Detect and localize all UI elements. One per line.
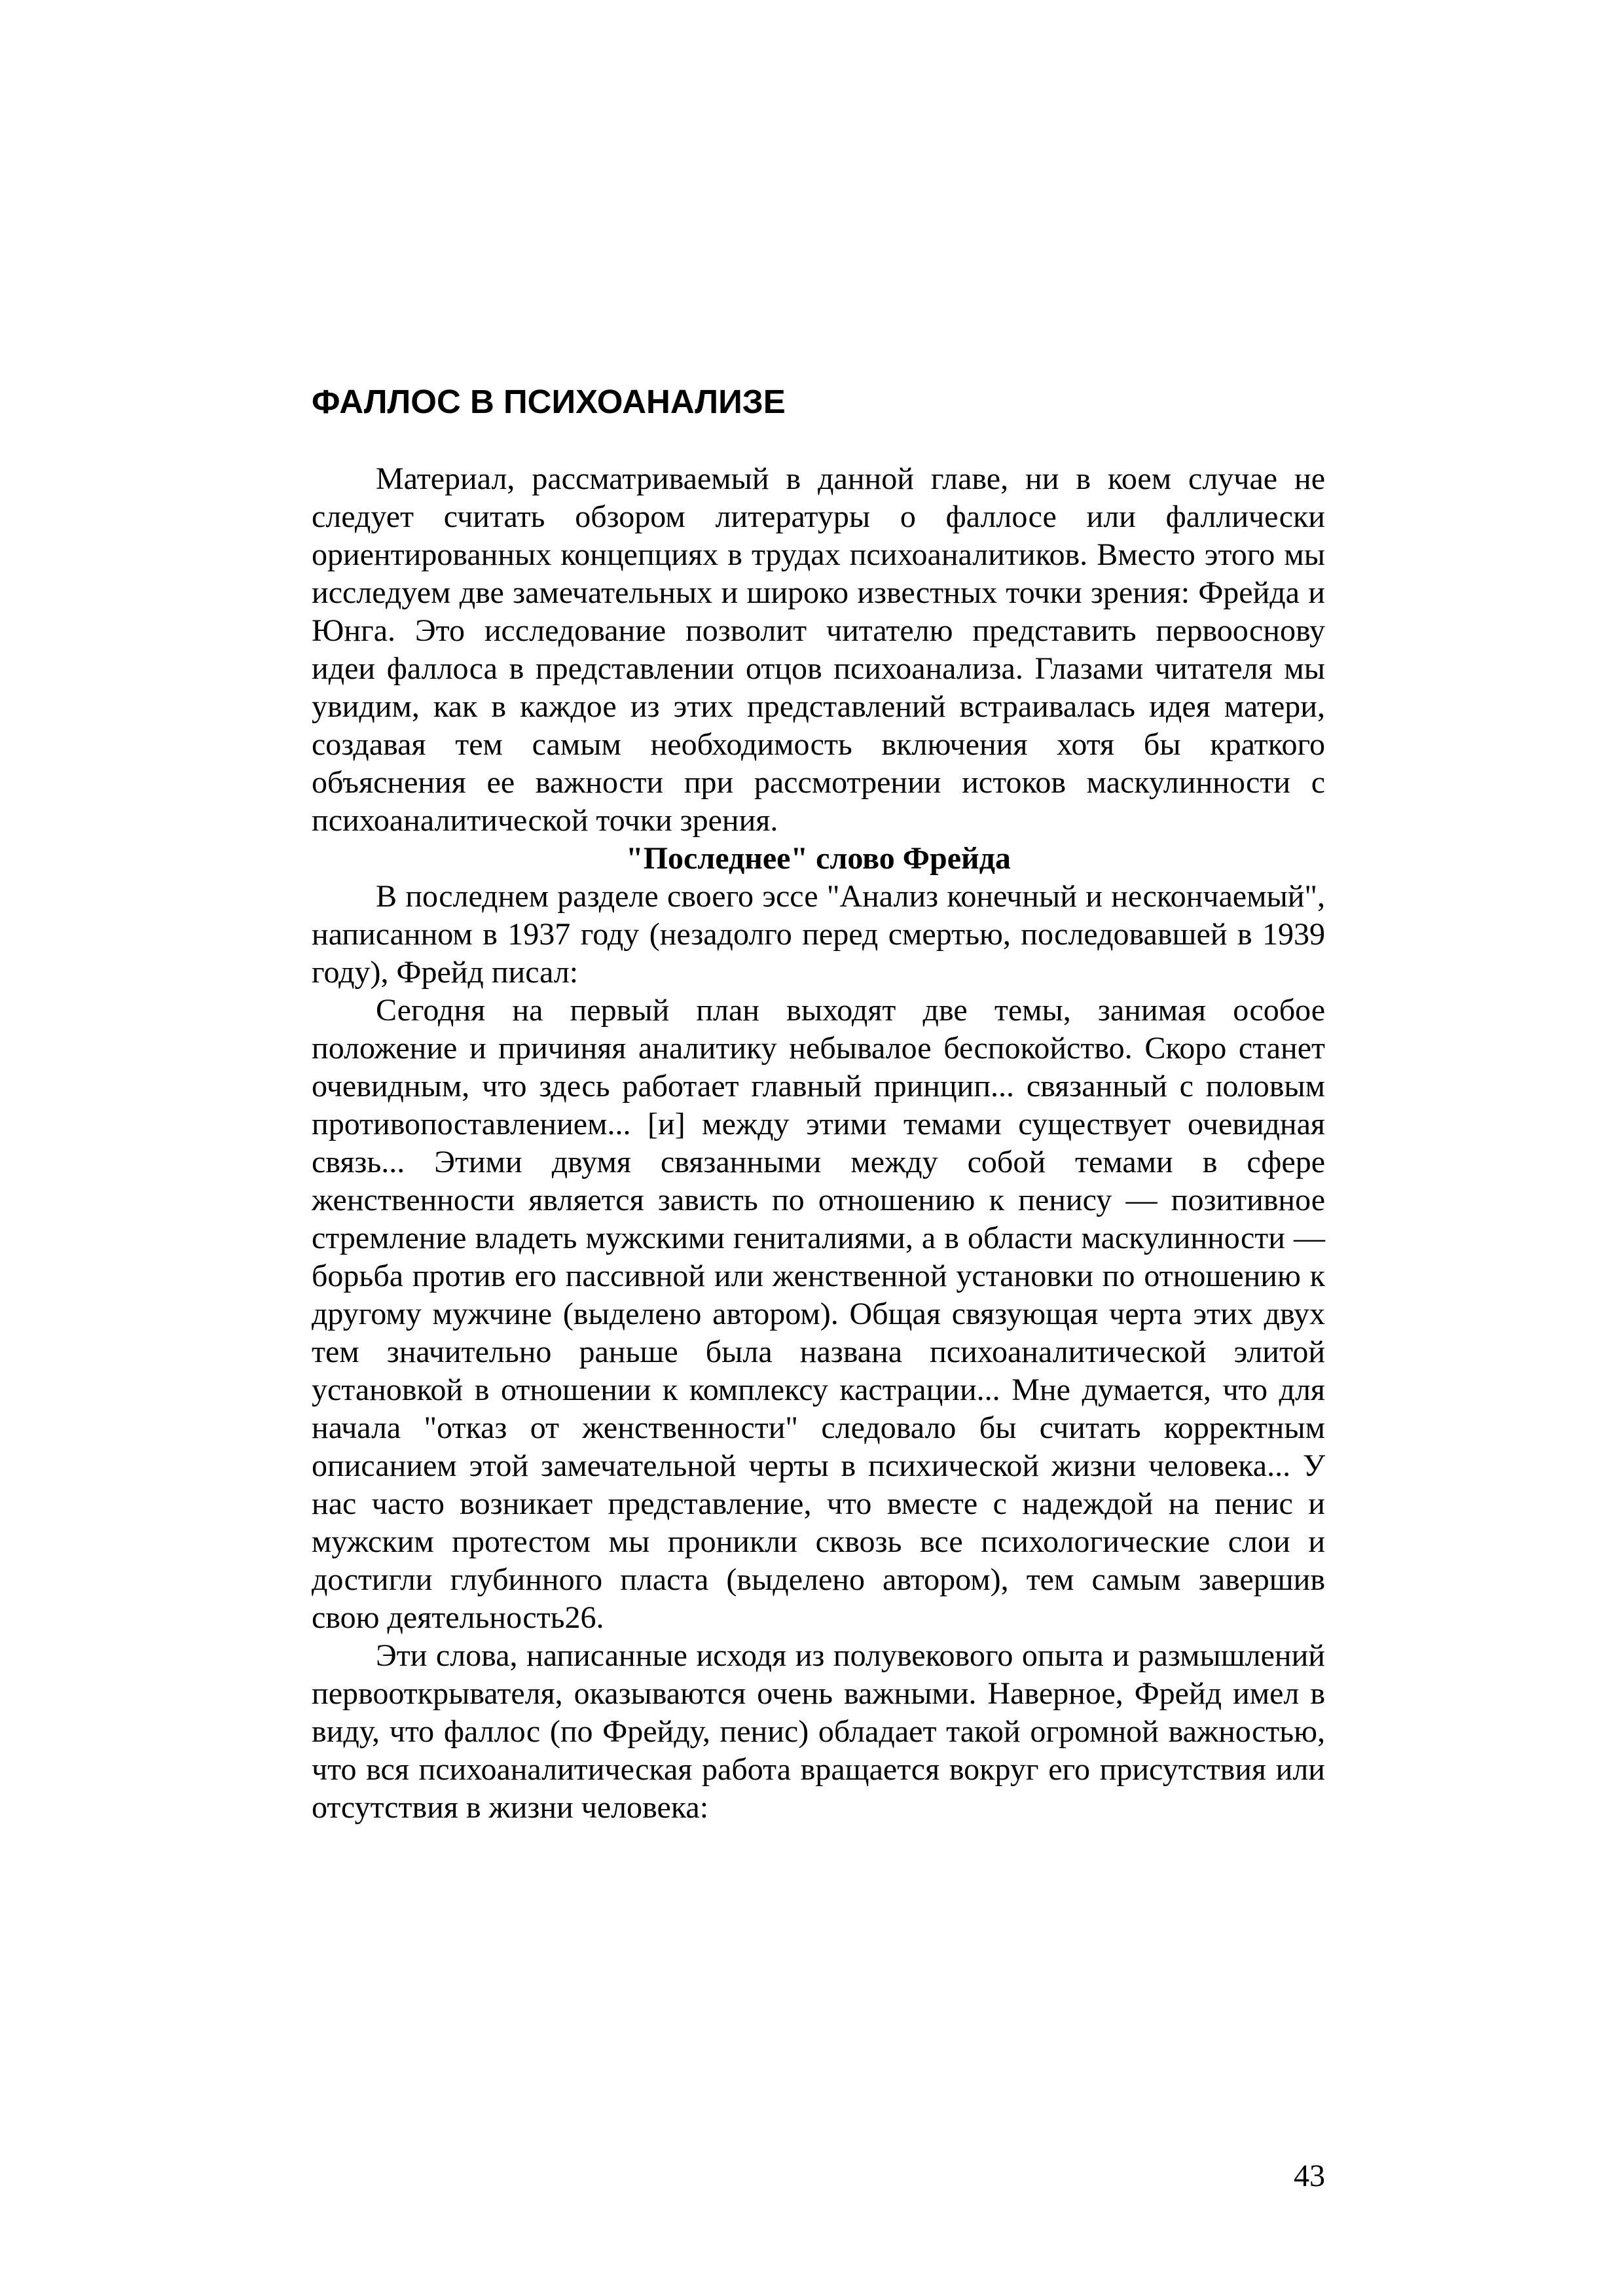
closing-paragraph: Эти слова, написанные исходя из полувекового опыта и размышлений первооткрывателя, оказываются очень важными. Наверное, Фрейд имел в виду, что фаллос (по Фрейду, пенис) обладает такой огромной важностью, что вся психоаналитическая работа вращается вокруг его присутствия или отсутствия в жизни человека:: [312, 1638, 1325, 1825]
chapter-title: ФАЛЛОС В ПСИХОАНАЛИЗЕ: [312, 383, 786, 420]
section-heading: "Последнее" слово Фрейда: [626, 841, 1011, 876]
section-paragraph: В последнем разделе своего эссе "Анализ конечный и нескончаемый", написанном в 1937 году (незадолго перед смертью, последовавшей в 1939 году), Фрейд писал:: [312, 879, 1325, 990]
main-text: [312, 460, 1325, 1827]
quote-paragraph: Сегодня на первый план выходят две темы, занимая особое положение и причиняя аналитику небывалое беспокойство. Скоро станет очевидным, что здесь работает главный принцип... связанный с половым противопоставлением... [и] между этими темами существует очевидная связь... Этими двумя связанными между собой темами в сфере женственности является зависть по отношению к пенису — позитивное стремление владеть мужскими гениталиями, а в области маскулинности — борьба против его пассивной или женственной установки по отношению к другому мужчине (выделено автором). Общая связующая черта этих двух тем значительно раньше была названа психоаналитической элитой установкой в отношении к комплексу кастрации... Мне думается, что для начала "отказ от женственности" следовало бы считать корректным описанием этой замечательной черты в психической жизни человека... У нас часто возникает представление, что вместе с надеждой на пенис и мужским протестом мы проникли сквозь все психологические слои и достигли глубинного пласта (выделено автором), тем самым завершив свою деятельность26.: [312, 993, 1325, 1635]
page-number: 43: [1294, 2159, 1325, 2193]
intro-paragraph: Материал, рассматриваемый в данной главе, ни в коем случае не следует считать обзором литературы о фаллосе или фаллически ориентированных концепциях в трудах психоаналитиков. Вместо этого мы исследуем две замечательных и широко известных точки зрения: Фрейда и Юнга. Это исследование позволит читателю представить первооснову идеи фаллоса в представлении отцов психоанализа. Глазами читателя мы увидим, как в каждое из этих представлений встраивалась идея матери, создавая тем самым необходимость включения хотя бы краткого объяснения ее важности при рассмотрении истоков маскулинности с психоаналитической точки зрения.: [312, 461, 1325, 838]
